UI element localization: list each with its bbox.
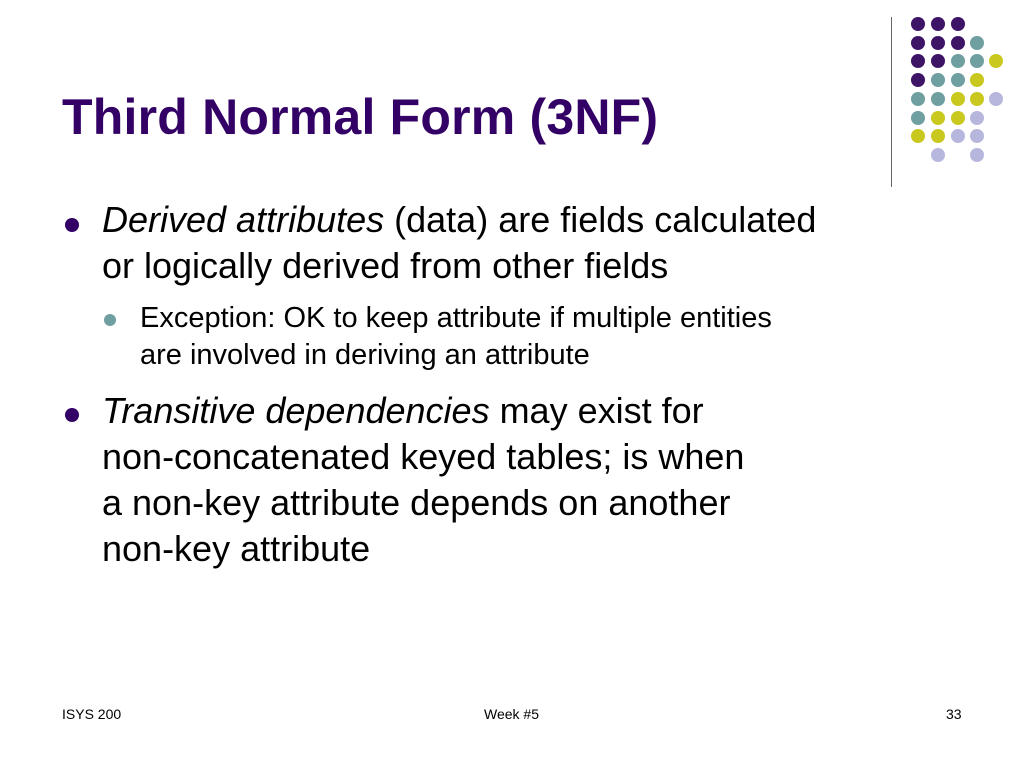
bullet-2-line-1 bbox=[102, 388, 704, 434]
decorative-dot bbox=[931, 148, 945, 162]
decorative-dot bbox=[911, 17, 925, 31]
decorative-dot bbox=[931, 17, 945, 31]
sub-bullet-dot bbox=[104, 314, 116, 326]
footer-page-number: 33 bbox=[946, 706, 962, 722]
decorative-dot bbox=[951, 92, 965, 106]
decorative-dot bbox=[951, 36, 965, 50]
decorative-dot bbox=[931, 73, 945, 87]
footer-week: Week #5 bbox=[484, 706, 539, 722]
decorative-dot bbox=[970, 73, 984, 87]
bullet-2-line-2: non-concatenated keyed tables; is when bbox=[102, 436, 745, 477]
bullet-2-line-4: non-key attribute bbox=[102, 528, 371, 569]
decorative-dot bbox=[970, 111, 984, 125]
decorative-dot bbox=[931, 129, 945, 143]
slide-title: Third Normal Form (3NF) bbox=[62, 89, 659, 145]
decorative-dot bbox=[951, 73, 965, 87]
bullet-2-line-1-text: may exist for bbox=[489, 390, 704, 431]
decorative-dot bbox=[931, 54, 945, 68]
decorative-dot bbox=[911, 111, 925, 125]
decorative-dot bbox=[951, 17, 965, 31]
decorative-dot bbox=[931, 92, 945, 106]
footer-course: ISYS 200 bbox=[62, 706, 122, 722]
bullet-dot bbox=[65, 408, 79, 422]
decorative-dot bbox=[911, 73, 925, 87]
bullet-1-italic-term: Derived attributes bbox=[102, 199, 385, 240]
decorative-dot bbox=[931, 36, 945, 50]
decorative-dot bbox=[911, 54, 925, 68]
decorative-dot bbox=[970, 148, 984, 162]
decorative-dot bbox=[911, 92, 925, 106]
bullet-1-line-1 bbox=[102, 197, 816, 243]
bullet-1-line-2: or logically derived from other fields bbox=[102, 245, 669, 286]
decorative-dot bbox=[970, 92, 984, 106]
decorative-dot bbox=[931, 111, 945, 125]
decorative-dot bbox=[989, 92, 1003, 106]
title-divider-line bbox=[891, 17, 892, 187]
decorative-dot bbox=[970, 129, 984, 143]
decorative-dot bbox=[970, 54, 984, 68]
decorative-dot bbox=[951, 129, 965, 143]
decorative-dot bbox=[951, 54, 965, 68]
bullet-1-line-1-text: (data) are fields calculated bbox=[384, 199, 817, 240]
decorative-dot bbox=[911, 36, 925, 50]
bullet-dot bbox=[65, 218, 79, 232]
bullet-2-italic-term: Transitive dependencies bbox=[102, 390, 490, 431]
decorative-dot bbox=[911, 129, 925, 143]
sub-bullet-line-2: are involved in deriving an attribute bbox=[140, 339, 590, 371]
decorative-dot bbox=[951, 111, 965, 125]
sub-bullet-line-1: Exception: OK to keep attribute if multiple entities bbox=[140, 302, 772, 334]
bullet-2-line-3: a non-key attribute depends on another bbox=[102, 482, 731, 523]
decorative-dot bbox=[989, 54, 1003, 68]
decorative-dot bbox=[970, 36, 984, 50]
